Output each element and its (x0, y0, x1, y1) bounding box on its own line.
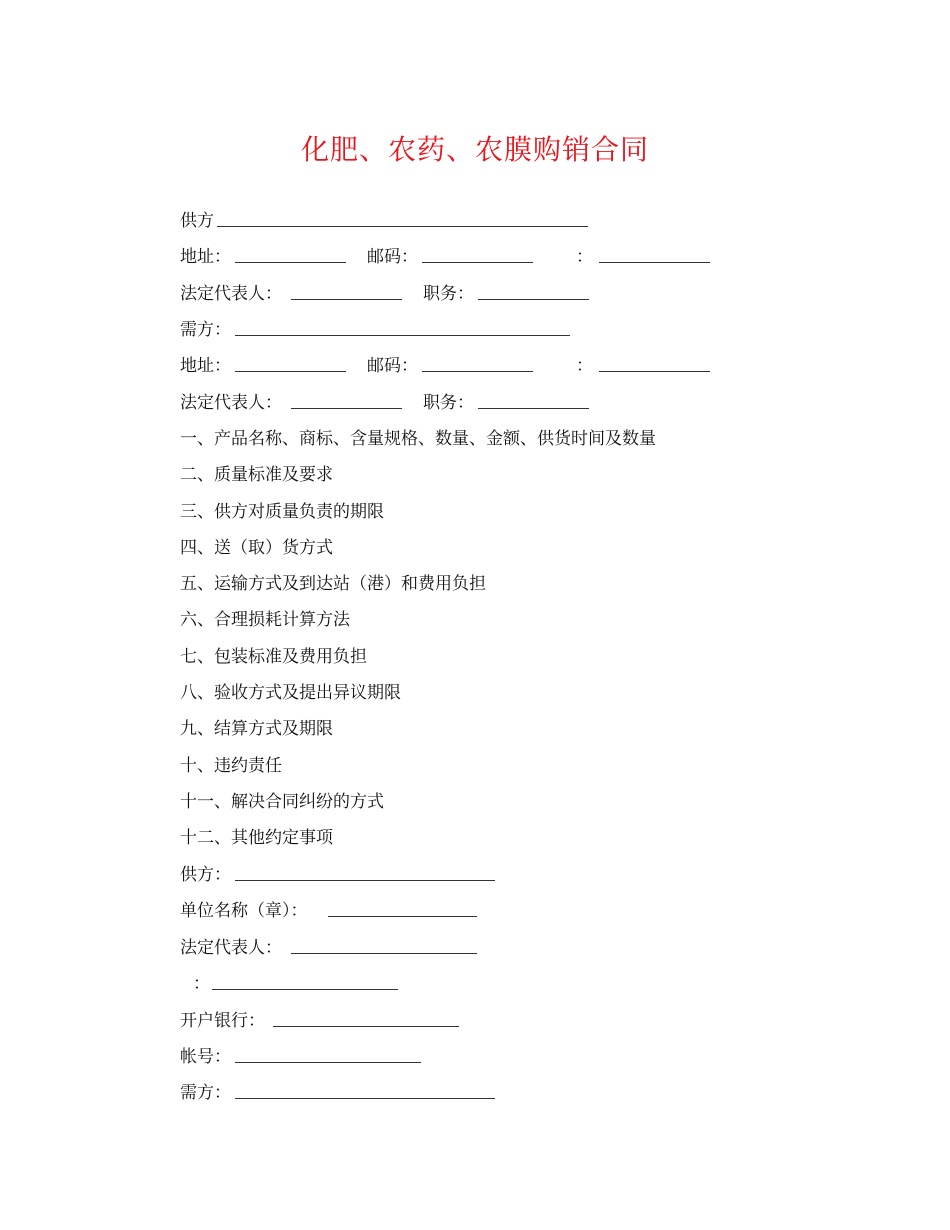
supplier-name-blank (217, 226, 588, 227)
clause-12: 十二、其他约定事项 (180, 828, 333, 848)
sign-supplier-label: 供方： (180, 865, 231, 885)
supplier-address-label: 地址： (180, 247, 231, 267)
buyer-name-blank (235, 335, 570, 336)
sign-bank-label: 开户银行： (180, 1011, 265, 1031)
clause-2: 二、质量标准及要求 (180, 465, 333, 485)
clause-7: 七、包装标准及费用负担 (180, 647, 367, 667)
buyer-label: 需方： (180, 320, 231, 340)
sign-account-label: 帐号： (180, 1047, 231, 1067)
clause-4: 四、送（取）货方式 (180, 538, 333, 558)
sign-buyer-blank (235, 1098, 495, 1099)
sign-account-blank (235, 1062, 421, 1063)
sign-unit-name-label: 单位名称（章）： (180, 901, 308, 921)
sign-bank-blank (273, 1026, 459, 1027)
supplier-postcode-label: 邮码： (367, 247, 418, 267)
supplier-postcode-blank (422, 262, 533, 263)
sign-buyer-label: 需方： (180, 1083, 231, 1103)
clause-6: 六、合理损耗计算方法 (180, 610, 350, 630)
buyer-address-blank (235, 371, 346, 372)
supplier-extra-blank (599, 262, 710, 263)
buyer-position-label: 职务： (423, 393, 474, 413)
supplier-position-blank (478, 299, 589, 300)
sign-colon-label: ： (193, 974, 210, 994)
clause-11: 十一、解决合同纠纷的方式 (180, 792, 384, 812)
sign-unit-name-blank (328, 916, 477, 917)
document-title: 化肥、农药、农膜购销合同 (300, 133, 649, 166)
clause-9: 九、结算方式及期限 (180, 719, 333, 739)
sign-colon-blank (212, 989, 398, 990)
buyer-extra-blank (599, 371, 710, 372)
buyer-address-label: 地址： (180, 356, 231, 376)
supplier-label: 供方 (180, 211, 214, 231)
buyer-legal-rep-blank (291, 408, 402, 409)
supplier-colon-label: ： (576, 247, 593, 267)
supplier-position-label: 职务： (423, 284, 474, 304)
buyer-colon-label: ： (576, 356, 593, 376)
clause-5: 五、运输方式及到达站（港）和费用负担 (180, 574, 486, 594)
buyer-postcode-label: 邮码： (367, 356, 418, 376)
sign-legal-rep-label: 法定代表人： (180, 938, 282, 958)
supplier-legal-rep-blank (291, 299, 402, 300)
sign-supplier-blank (235, 880, 495, 881)
supplier-address-blank (235, 262, 346, 263)
clause-3: 三、供方对质量负责的期限 (180, 502, 384, 522)
sign-legal-rep-blank (291, 953, 477, 954)
clause-1: 一、产品名称、商标、含量规格、数量、金额、供货时间及数量 (180, 429, 656, 449)
buyer-legal-rep-label: 法定代表人： (180, 393, 282, 413)
supplier-legal-rep-label: 法定代表人： (180, 284, 282, 304)
clause-8: 八、验收方式及提出异议期限 (180, 683, 401, 703)
clause-10: 十、违约责任 (180, 756, 282, 776)
buyer-position-blank (478, 408, 589, 409)
buyer-postcode-blank (422, 371, 533, 372)
